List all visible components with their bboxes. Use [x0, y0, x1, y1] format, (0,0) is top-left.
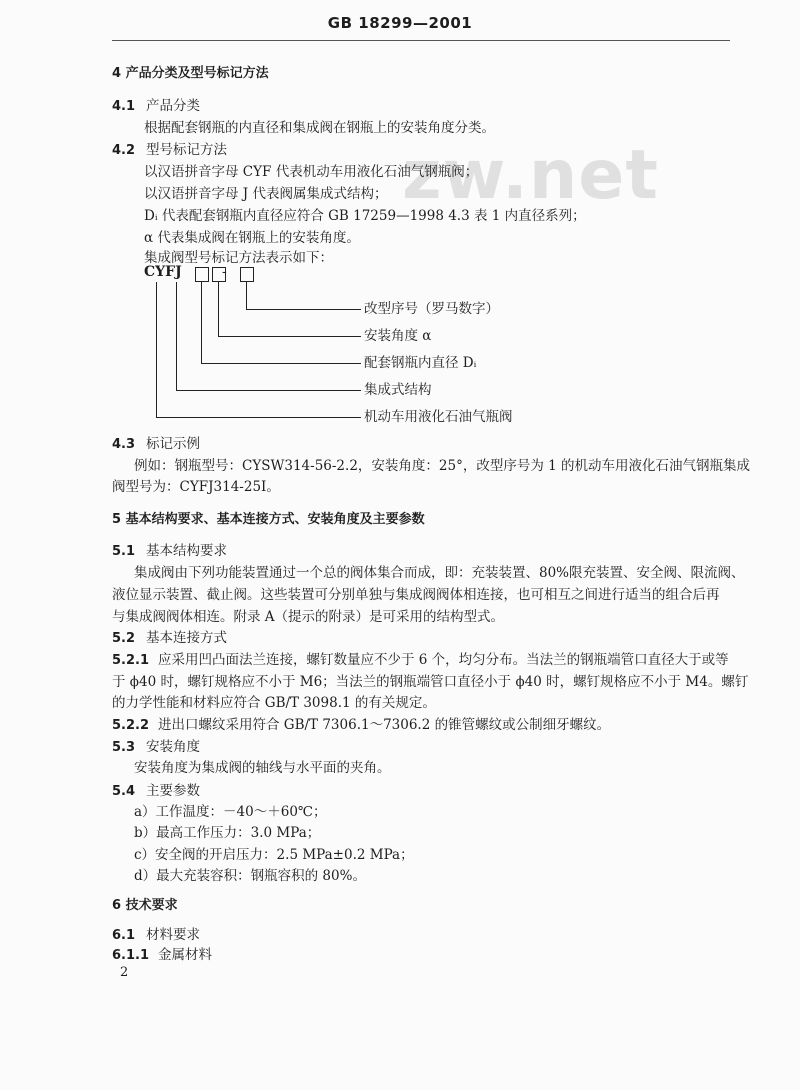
paragraph-line: 根据配套钢瓶的内直径和集成阀在钢瓶上的安装角度分类。	[144, 120, 495, 136]
section-number: 4.3	[112, 437, 136, 452]
section-title: 材料要求	[146, 927, 200, 943]
code-dash: -	[222, 264, 227, 280]
paragraph-line: 于 ϕ40 时，螺钉规格应不小于 M6；当法兰的钢瓶端管口直径小于 ϕ40 时，螺钉规格应不小于 M4。螺钉	[112, 674, 749, 690]
paragraph-line: 集成阀由下列功能装置通过一个总的阀体集合而成，即：充装装置、80%限充装置、安全阀、限流阀、	[134, 565, 745, 581]
section-title: 金属材料	[158, 947, 212, 963]
section-5-4-heading	[112, 781, 200, 802]
paragraph-line	[112, 715, 610, 736]
section-number: 5.1	[112, 544, 136, 559]
paragraph-line: 以汉语拼音字母 CYF 代表机动车用液化石油气钢瓶阀；	[144, 164, 479, 180]
paragraph-text: 应采用凹凸面法兰连接，螺钉数量应不少于 6 个，均匀分布。当法兰的钢瓶端管口直径大于或等	[158, 652, 729, 668]
section-title: 型号标记方法	[146, 142, 227, 158]
leader-line	[201, 363, 361, 364]
diagram-label-angle: 安装角度 α	[364, 328, 432, 344]
section-4-1-heading	[112, 96, 200, 117]
section-6-1-heading	[112, 925, 200, 946]
section-4-2-heading	[112, 140, 227, 161]
section-5-1-heading	[112, 541, 227, 562]
paragraph-line: 与集成阀阀体相连。附录 A（提示的附录）是可采用的结构型式。	[112, 609, 505, 625]
paragraph-line: 集成阀型号标记方法表示如下：	[144, 250, 333, 266]
section-4-3-heading	[112, 434, 200, 455]
section-6-1-1-heading	[112, 945, 212, 966]
paragraph-line: 例如：钢瓶型号：CYSW314-56-2.2，安装角度：25°，改型序号为 1 的机动车用液化石油气钢瓶集成	[134, 458, 751, 474]
section-number: 5.3	[112, 740, 136, 755]
section-number: 5.2.1	[112, 653, 150, 668]
paragraph-line: 阀型号为：CYFJ314-25Ⅰ。	[112, 479, 280, 495]
list-item: d）最大充装容积：钢瓶容积的 80%。	[134, 868, 366, 884]
diagram-label-revision: 改型序号（罗马数字）	[364, 301, 499, 317]
section-5-2-heading	[112, 628, 227, 649]
section-number: 4.1	[112, 99, 136, 114]
leader-line	[201, 281, 202, 363]
section-number: 5.2	[112, 631, 136, 646]
list-item: b）最高工作压力：3.0 MPa；	[134, 825, 321, 841]
paragraph-line: Dᵢ 代表配套钢瓶内直径应符合 GB 17259—1998 4.3 表 1 内直径系列；	[144, 208, 586, 224]
leader-line	[176, 390, 361, 391]
paragraph-text: 进出口螺纹采用符合 GB/T 7306.1～7306.2 的锥管螺纹或公制细牙螺纹。	[158, 717, 611, 733]
leader-line	[246, 281, 247, 309]
section-number: 5.4	[112, 784, 136, 799]
leader-line	[246, 309, 361, 310]
leader-line	[218, 281, 219, 336]
paragraph-line: 的力学性能和材料应符合 GB/T 3098.1 的有关规定。	[112, 695, 436, 711]
paragraph-line	[112, 650, 729, 671]
section-number: 6.1	[112, 928, 136, 943]
leader-line	[156, 417, 361, 418]
leader-line	[218, 336, 361, 337]
page-number: 2	[120, 965, 129, 980]
section-title: 产品分类	[146, 98, 200, 114]
paragraph-line: 安装角度为集成阀的轴线与水平面的夹角。	[134, 760, 391, 776]
section-number: 5.2.2	[112, 718, 150, 733]
list-item: c）安全阀的开启压力：2.5 MPa±0.2 MPa；	[134, 847, 414, 863]
section-number: 6.1.1	[112, 948, 150, 963]
section-6-title: 6 技术要求	[112, 898, 178, 913]
section-number: 4.2	[112, 143, 136, 158]
section-5-title: 5 基本结构要求、基本连接方式、安装角度及主要参数	[112, 512, 425, 527]
header-rule	[112, 40, 730, 41]
page-header-title: GB 18299—2001	[327, 14, 473, 32]
diagram-label-valve: 机动车用液化石油气瓶阀	[364, 409, 513, 425]
section-title: 主要参数	[146, 783, 200, 799]
section-title: 基本连接方式	[146, 630, 227, 646]
list-item: a）工作温度：－40～＋60℃；	[134, 804, 327, 820]
placeholder-box-diameter	[212, 267, 226, 282]
paragraph-line: 以汉语拼音字母 J 代表阀属集成式结构；	[144, 186, 388, 202]
paragraph-line: 液位显示装置、截止阀。这些装置可分别单独与集成阀阀体相连接，也可相互之间进行适当的组合后再	[112, 587, 720, 603]
section-title: 安装角度	[146, 739, 200, 755]
section-title: 标记示例	[146, 436, 200, 452]
section-5-3-heading	[112, 737, 200, 758]
section-4-title: 4 产品分类及型号标记方法	[112, 66, 269, 81]
placeholder-box-revision	[240, 267, 254, 282]
model-code: CYFJ	[144, 264, 182, 280]
leader-line	[176, 282, 177, 390]
diagram-label-structure: 集成式结构	[364, 382, 432, 398]
paragraph-line: α 代表集成阀在钢瓶上的安装角度。	[144, 230, 360, 246]
diagram-label-diameter: 配套钢瓶内直径 Dᵢ	[364, 355, 477, 371]
section-title: 基本结构要求	[146, 543, 227, 559]
placeholder-box-structure	[195, 267, 209, 282]
watermark: zw.net	[402, 136, 659, 215]
leader-line	[156, 282, 157, 417]
